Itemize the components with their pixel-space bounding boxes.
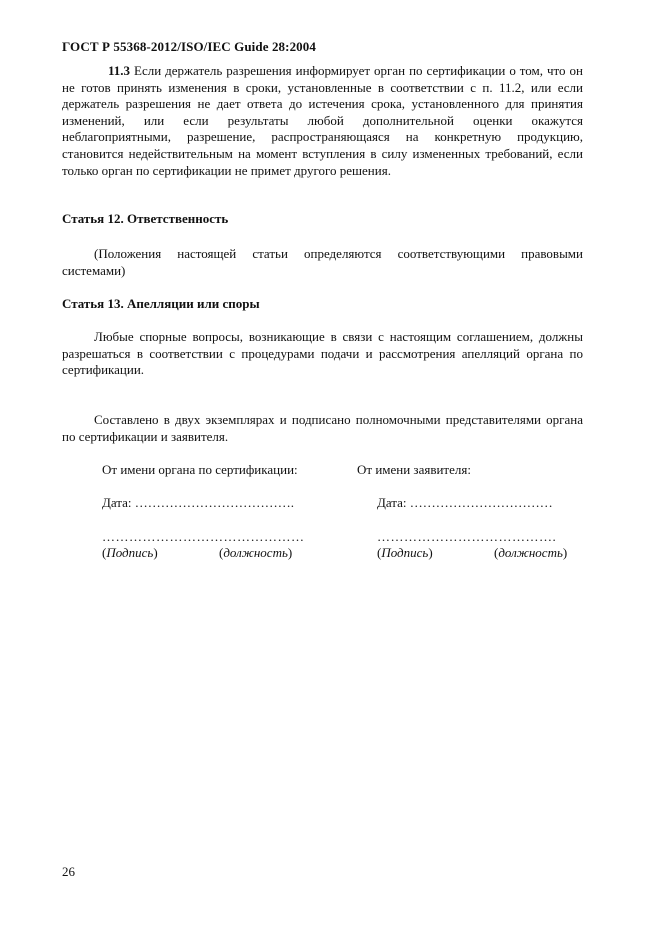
article-13-heading: Статья 13. Апелляции или споры — [62, 296, 260, 311]
clause-number: 11.3 — [108, 63, 131, 78]
right-signature-line: …………………………………. — [377, 529, 557, 544]
clause-11-3 — [62, 63, 583, 179]
right-position-label: должность — [498, 545, 563, 560]
left-signature-caption: (Подпись) — [102, 545, 158, 560]
document-header: ГОСТ Р 55368-2012/ISO/IEC Guide 28:2004 — [62, 39, 316, 54]
right-signature-label: Подпись — [381, 545, 429, 560]
article-12-text: (Положения настоящей статьи определяются соответствующими правовыми системами) — [62, 246, 583, 278]
clause-text: Если держатель разрешения информирует орган по сертификации о том, что он не готов принять изменения в сроки, установленные в соответствии с п. 11.2, или если держатель разрешения не дает ответа до истечения срока, установленного для принятия изменений, или если результаты любой дополнительной оценки окажутся неблагоприятными, разрешение, распространяющаяся на конкретную продукцию, становится недействительным на момент вступления в силу измененных требований, если только орган по сертификации не примет другого решения. — [62, 63, 583, 178]
left-signature-line: ……………………………………… — [102, 529, 305, 544]
article-13-text: Любые спорные вопросы, возникающие в связи с настоящим соглашением, должны разрешаться в соответствии с процедурами подачи и рассмотрения апелляций органа по сертификации. — [62, 329, 583, 378]
article-12-heading: Статья 12. Ответственность — [62, 211, 229, 226]
right-date: Дата: …………………………… — [377, 495, 553, 510]
page-number: 26 — [62, 864, 75, 879]
left-signature-label: Подпись — [106, 545, 154, 560]
right-signature-caption: (Подпись) — [377, 545, 433, 560]
left-date: Дата: ………………………………. — [102, 495, 295, 510]
left-position-label: должность — [223, 545, 288, 560]
right-on-behalf: От имени заявителя: — [357, 462, 471, 477]
left-position-caption: (должность) — [219, 545, 293, 560]
closing-text: Составлено в двух экземплярах и подписано полномочными представителями органа по сертификации и заявителя. — [62, 412, 583, 444]
left-on-behalf: От имени органа по сертификации: — [102, 462, 298, 477]
right-position-caption: (должность) — [494, 545, 568, 560]
